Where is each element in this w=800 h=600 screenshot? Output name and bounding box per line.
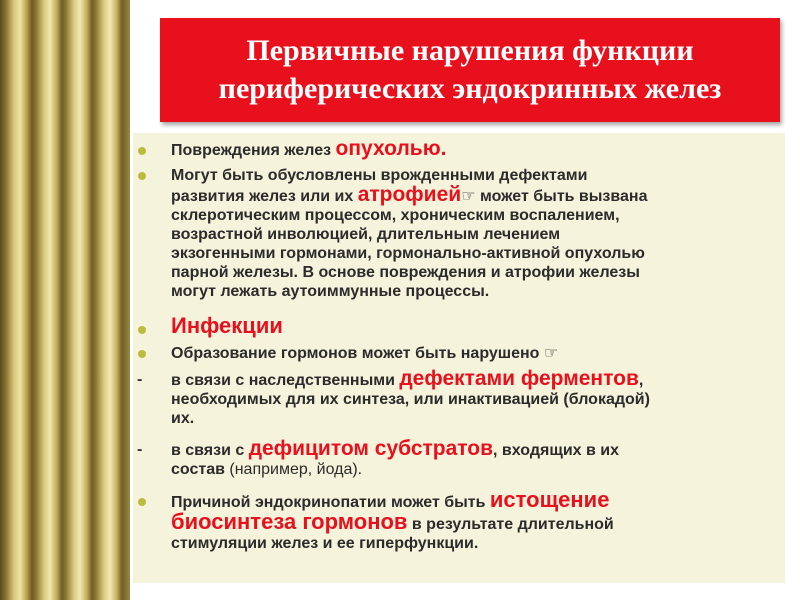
bullet-icon [138,147,146,155]
item-line: стимуляции желез и ее гиперфункции. [171,535,479,552]
item-line: возрастной инволюцией, длительным лечением [171,226,561,243]
item-text [171,313,781,338]
item-fragment: Причиной эндокринопатии может быть [171,494,490,511]
item-fragment: состав [171,461,225,478]
item-text [171,439,781,479]
item-text [171,166,781,301]
item-text [171,344,781,363]
item-text [171,369,781,428]
content-panel [133,133,785,583]
item-fragment: , входящих в их [493,442,620,459]
item-fragment: в связи с [171,442,249,459]
title-line-1: Первичные нарушения функции [246,34,694,67]
slide-title [160,32,780,108]
accent-word: дефицитом субстратов [248,437,494,460]
pointing-hand-icon: ☞ [461,188,476,205]
item-fragment: развития желез или их [171,188,358,205]
accent-word: атрофией [357,183,462,206]
item-line: могут лежать аутоиммунные процессы. [171,283,490,300]
accent-word: дефектами ферментов [399,367,639,390]
item-line: необходимых для их синтеза, или инактивацией (блокадой) [171,391,650,408]
item-fragment: в связи с наследственными [171,372,400,389]
pointing-hand-icon: ☞ [543,345,559,362]
decorative-columns [0,0,130,600]
item-fragment: в результате длительной [407,516,614,533]
accent-word: истощение [489,487,610,512]
bullet-icon [138,498,146,506]
bullet-icon [138,172,146,180]
item-label: Образование гормонов может быть нарушено [171,345,544,362]
dash-marker: - [137,441,143,458]
item-line: Могут быть обусловлены врожденными дефектами [171,167,588,184]
accent-word: опухолью. [335,137,447,160]
title-banner [160,18,780,122]
dash-marker: - [137,371,143,388]
item-line: их. [171,410,195,427]
item-line [171,509,781,534]
item-line [171,460,781,479]
item-line [171,439,781,460]
title-line-2: периферических эндокринных желез [218,72,722,105]
accent-word: биосинтеза гормонов [171,509,408,534]
item-text [171,139,781,160]
item-line: склеротическим процессом, хроническим воспалением, [171,207,620,224]
item-line: экзогенными гормонами, гормонально-активной опухолью [171,245,645,262]
item-fragment: (например, йода). [224,461,363,478]
item-line [171,185,781,206]
bullet-icon [138,350,146,358]
item-line: парной железы. В основе повреждения и атрофии железы [171,264,640,281]
item-fragment: может быть вызвана [475,188,648,205]
item-label: Повреждения желез [171,142,336,159]
bullet-icon [138,326,146,334]
item-text [171,487,781,553]
item-fragment: , [638,372,644,389]
accent-word: Инфекции [171,313,283,338]
item-line [171,369,781,390]
